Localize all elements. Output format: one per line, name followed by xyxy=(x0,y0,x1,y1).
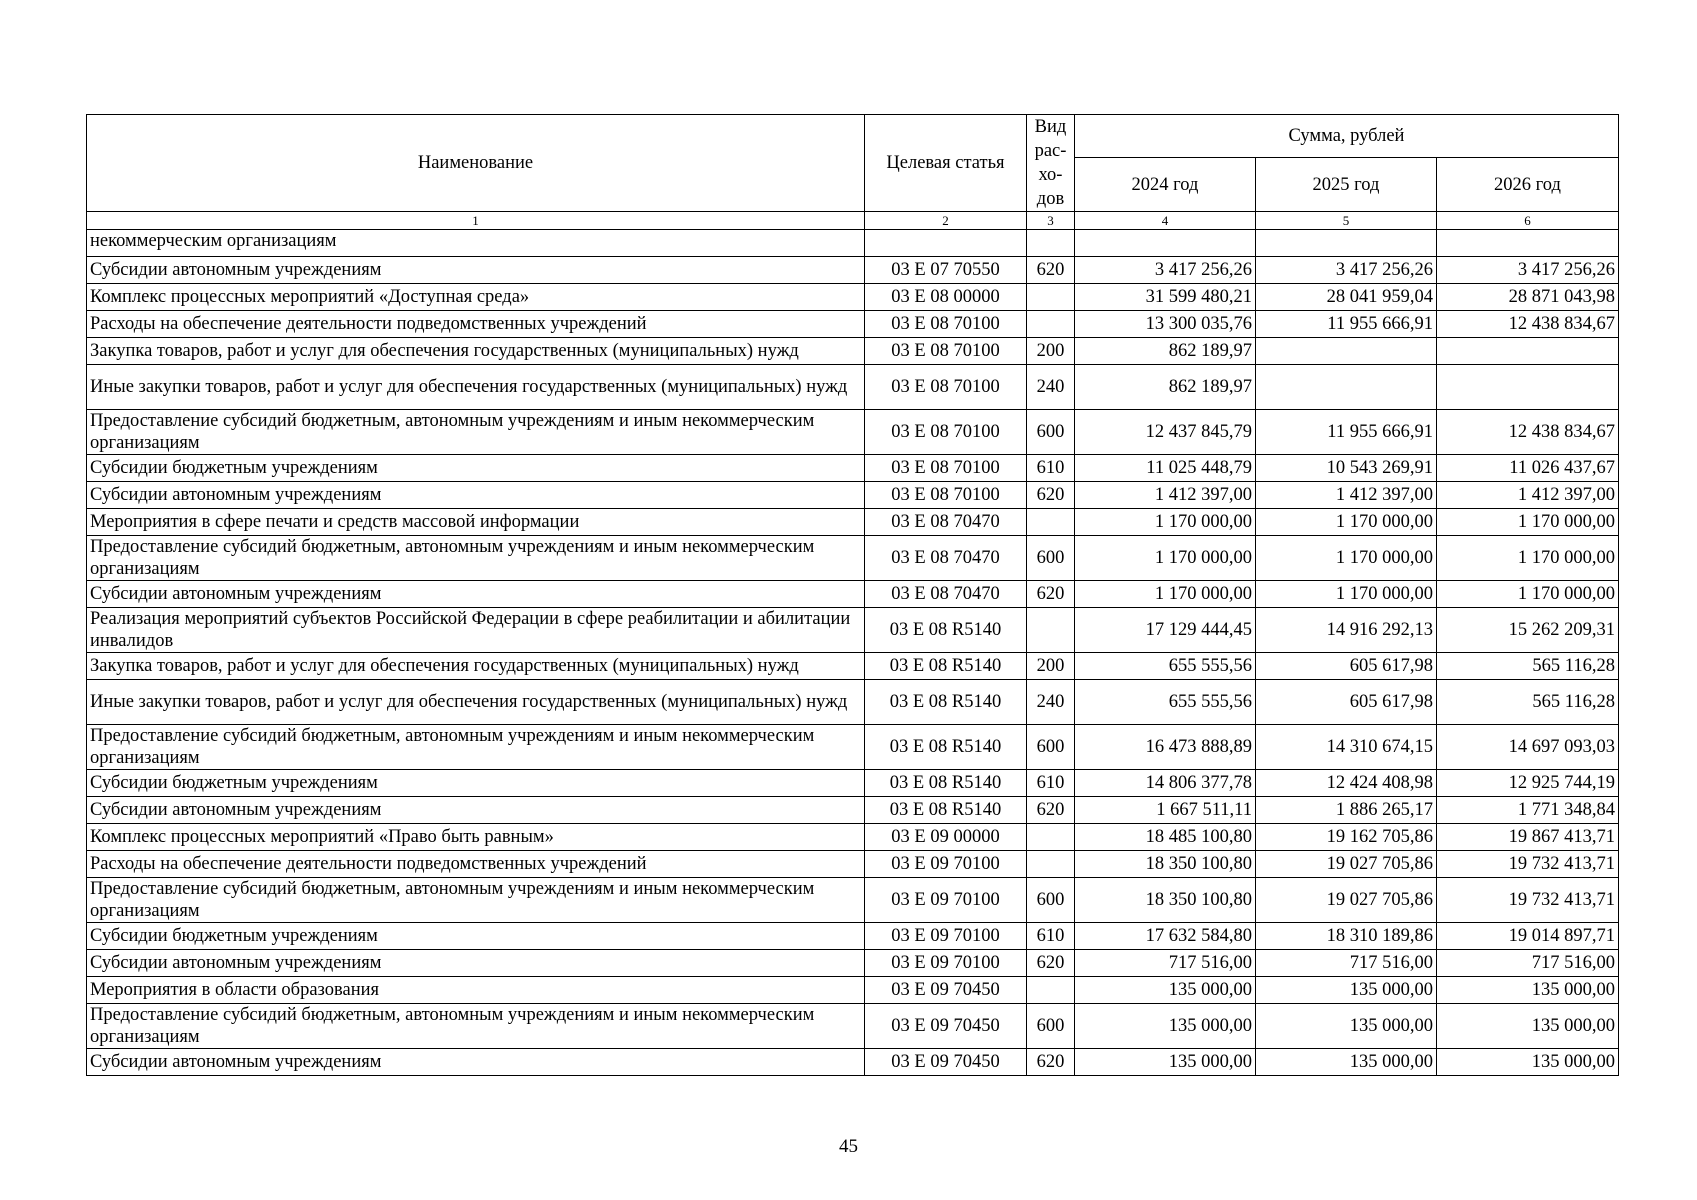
header-name: Наименование xyxy=(87,115,865,212)
row-amount-2025: 1 170 000,00 xyxy=(1256,581,1437,608)
row-target-code: 03 Е 08 R5140 xyxy=(865,725,1027,770)
row-target-code: 03 Е 07 70550 xyxy=(865,257,1027,284)
row-name: Предоставление субсидий бюджетным, автономным учреждениям и иным некоммерческим организациям xyxy=(87,536,865,581)
row-amount-2026: 135 000,00 xyxy=(1437,1049,1619,1076)
row-amount-2026: 15 262 209,31 xyxy=(1437,608,1619,653)
row-amount-2025: 3 417 256,26 xyxy=(1256,257,1437,284)
row-amount-2024: 655 555,56 xyxy=(1075,680,1256,725)
row-amount-2024: 18 485 100,80 xyxy=(1075,824,1256,851)
row-expense-type: 600 xyxy=(1027,1004,1075,1049)
table-row xyxy=(87,1004,1619,1049)
row-amount-2024: 655 555,56 xyxy=(1075,653,1256,680)
row-amount-2026: 1 170 000,00 xyxy=(1437,509,1619,536)
row-amount-2024: 14 806 377,78 xyxy=(1075,770,1256,797)
table-row xyxy=(87,509,1619,536)
table-row xyxy=(87,365,1619,410)
row-name: Комплекс процессных мероприятий «Право быть равным» xyxy=(87,824,865,851)
row-expense-type: 610 xyxy=(1027,455,1075,482)
row-amount-2024: 18 350 100,80 xyxy=(1075,851,1256,878)
table-row xyxy=(87,653,1619,680)
row-amount-2025: 19 027 705,86 xyxy=(1256,851,1437,878)
row-target-code: 03 Е 08 70470 xyxy=(865,581,1027,608)
row-amount-2025: 19 162 705,86 xyxy=(1256,824,1437,851)
table-header xyxy=(87,115,1619,230)
row-target-code: 03 Е 08 R5140 xyxy=(865,608,1027,653)
row-amount-2024: 11 025 448,79 xyxy=(1075,455,1256,482)
row-target-code: 03 Е 09 70100 xyxy=(865,878,1027,923)
row-amount-2026: 19 867 413,71 xyxy=(1437,824,1619,851)
row-amount-2026: 1 412 397,00 xyxy=(1437,482,1619,509)
row-expense-type xyxy=(1027,284,1075,311)
row-amount-2024: 12 437 845,79 xyxy=(1075,410,1256,455)
row-expense-type: 240 xyxy=(1027,680,1075,725)
row-target-code xyxy=(865,230,1027,257)
row-target-code: 03 Е 08 70470 xyxy=(865,509,1027,536)
table-row xyxy=(87,770,1619,797)
row-name: Предоставление субсидий бюджетным, автономным учреждениям и иным некоммерческим организациям xyxy=(87,410,865,455)
row-expense-type xyxy=(1027,230,1075,257)
row-amount-2025: 1 886 265,17 xyxy=(1256,797,1437,824)
row-target-code: 03 Е 09 70450 xyxy=(865,1004,1027,1049)
row-amount-2025: 1 412 397,00 xyxy=(1256,482,1437,509)
table-row xyxy=(87,311,1619,338)
row-target-code: 03 Е 08 70100 xyxy=(865,311,1027,338)
row-target-code: 03 Е 08 70100 xyxy=(865,482,1027,509)
row-name: Расходы на обеспечение деятельности подведомственных учреждений xyxy=(87,311,865,338)
row-amount-2024: 862 189,97 xyxy=(1075,365,1256,410)
header-vid xyxy=(1027,115,1075,212)
row-name: Предоставление субсидий бюджетным, автономным учреждениям и иным некоммерческим организациям xyxy=(87,1004,865,1049)
row-amount-2026: 19 014 897,71 xyxy=(1437,923,1619,950)
row-name: Субсидии бюджетным учреждениям xyxy=(87,923,865,950)
row-expense-type xyxy=(1027,824,1075,851)
row-amount-2025: 717 516,00 xyxy=(1256,950,1437,977)
row-amount-2026: 12 438 834,67 xyxy=(1437,410,1619,455)
row-target-code: 03 Е 08 70100 xyxy=(865,338,1027,365)
table-row xyxy=(87,923,1619,950)
row-amount-2024: 1 170 000,00 xyxy=(1075,581,1256,608)
row-name: Субсидии автономным учреждениям xyxy=(87,797,865,824)
row-amount-2026: 135 000,00 xyxy=(1437,1004,1619,1049)
row-name: Комплекс процессных мероприятий «Доступная среда» xyxy=(87,284,865,311)
row-amount-2025: 605 617,98 xyxy=(1256,680,1437,725)
row-target-code: 03 Е 09 70100 xyxy=(865,950,1027,977)
row-amount-2026: 565 116,28 xyxy=(1437,653,1619,680)
row-amount-2024: 13 300 035,76 xyxy=(1075,311,1256,338)
row-expense-type: 620 xyxy=(1027,1049,1075,1076)
table-row xyxy=(87,1049,1619,1076)
column-number: 4 xyxy=(1075,212,1256,230)
header-vid-line: дов xyxy=(1036,189,1065,209)
row-expense-type: 610 xyxy=(1027,923,1075,950)
row-amount-2024: 135 000,00 xyxy=(1075,1049,1256,1076)
row-name: Закупка товаров, работ и услуг для обеспечения государственных (муниципальных) нужд xyxy=(87,653,865,680)
row-expense-type: 600 xyxy=(1027,410,1075,455)
header-sum: Сумма, рублей xyxy=(1075,115,1619,158)
row-amount-2025: 28 041 959,04 xyxy=(1256,284,1437,311)
table-row xyxy=(87,536,1619,581)
table-row xyxy=(87,257,1619,284)
row-amount-2026 xyxy=(1437,365,1619,410)
row-expense-type: 620 xyxy=(1027,257,1075,284)
column-number: 1 xyxy=(87,212,865,230)
row-amount-2026: 12 925 744,19 xyxy=(1437,770,1619,797)
header-year-2026: 2026 год xyxy=(1437,158,1619,212)
row-amount-2026: 19 732 413,71 xyxy=(1437,851,1619,878)
row-expense-type: 200 xyxy=(1027,653,1075,680)
row-amount-2025: 1 170 000,00 xyxy=(1256,536,1437,581)
row-target-code: 03 Е 08 R5140 xyxy=(865,797,1027,824)
row-target-code: 03 Е 08 70100 xyxy=(865,410,1027,455)
header-target: Целевая статья xyxy=(865,115,1027,212)
row-name: Субсидии автономным учреждениям xyxy=(87,581,865,608)
row-name: Субсидии автономным учреждениям xyxy=(87,482,865,509)
row-target-code: 03 Е 09 00000 xyxy=(865,824,1027,851)
table-row xyxy=(87,338,1619,365)
row-expense-type xyxy=(1027,509,1075,536)
row-amount-2025: 135 000,00 xyxy=(1256,1004,1437,1049)
row-expense-type xyxy=(1027,311,1075,338)
row-amount-2025 xyxy=(1256,338,1437,365)
row-target-code: 03 Е 09 70100 xyxy=(865,923,1027,950)
row-name: некоммерческим организациям xyxy=(87,230,865,257)
header-year-2024: 2024 год xyxy=(1075,158,1256,212)
table-row xyxy=(87,581,1619,608)
row-amount-2024: 135 000,00 xyxy=(1075,1004,1256,1049)
row-name: Субсидии автономным учреждениям xyxy=(87,1049,865,1076)
row-amount-2026: 19 732 413,71 xyxy=(1437,878,1619,923)
row-amount-2026: 1 170 000,00 xyxy=(1437,536,1619,581)
row-amount-2026: 717 516,00 xyxy=(1437,950,1619,977)
table-row xyxy=(87,725,1619,770)
row-expense-type: 620 xyxy=(1027,950,1075,977)
row-amount-2024: 17 632 584,80 xyxy=(1075,923,1256,950)
row-expense-type xyxy=(1027,851,1075,878)
table-row xyxy=(87,608,1619,653)
row-name: Иные закупки товаров, работ и услуг для обеспечения государственных (муниципальных) нужд xyxy=(87,365,865,410)
row-amount-2026 xyxy=(1437,338,1619,365)
row-target-code: 03 Е 08 70100 xyxy=(865,455,1027,482)
table-row xyxy=(87,455,1619,482)
row-expense-type: 600 xyxy=(1027,878,1075,923)
row-amount-2024: 1 170 000,00 xyxy=(1075,536,1256,581)
row-amount-2024: 17 129 444,45 xyxy=(1075,608,1256,653)
row-amount-2024: 862 189,97 xyxy=(1075,338,1256,365)
column-number-row xyxy=(87,212,1619,230)
row-expense-type: 600 xyxy=(1027,536,1075,581)
row-amount-2024 xyxy=(1075,230,1256,257)
table-row xyxy=(87,797,1619,824)
row-name: Расходы на обеспечение деятельности подведомственных учреждений xyxy=(87,851,865,878)
row-name: Субсидии бюджетным учреждениям xyxy=(87,770,865,797)
row-amount-2026: 135 000,00 xyxy=(1437,977,1619,1004)
table-row xyxy=(87,482,1619,509)
table-row xyxy=(87,284,1619,311)
row-name: Субсидии бюджетным учреждениям xyxy=(87,455,865,482)
row-amount-2024: 31 599 480,21 xyxy=(1075,284,1256,311)
row-amount-2024: 135 000,00 xyxy=(1075,977,1256,1004)
header-vid-line: хо- xyxy=(1038,165,1063,185)
row-amount-2025: 14 916 292,13 xyxy=(1256,608,1437,653)
row-expense-type: 620 xyxy=(1027,581,1075,608)
column-number: 5 xyxy=(1256,212,1437,230)
row-target-code: 03 Е 08 00000 xyxy=(865,284,1027,311)
row-amount-2026: 12 438 834,67 xyxy=(1437,311,1619,338)
row-target-code: 03 Е 09 70100 xyxy=(865,851,1027,878)
row-expense-type xyxy=(1027,608,1075,653)
row-target-code: 03 Е 08 R5140 xyxy=(865,653,1027,680)
row-amount-2025: 14 310 674,15 xyxy=(1256,725,1437,770)
row-amount-2024: 717 516,00 xyxy=(1075,950,1256,977)
row-target-code: 03 Е 08 70100 xyxy=(865,365,1027,410)
row-amount-2025: 605 617,98 xyxy=(1256,653,1437,680)
table-row xyxy=(87,824,1619,851)
budget-table xyxy=(86,114,1619,1076)
row-name: Реализация мероприятий субъектов Российской Федерации в сфере реабилитации и абилитации инвалидов xyxy=(87,608,865,653)
row-expense-type: 200 xyxy=(1027,338,1075,365)
column-number: 6 xyxy=(1437,212,1619,230)
table-row xyxy=(87,878,1619,923)
column-number: 3 xyxy=(1027,212,1075,230)
row-amount-2025: 135 000,00 xyxy=(1256,1049,1437,1076)
row-expense-type: 240 xyxy=(1027,365,1075,410)
table-row xyxy=(87,680,1619,725)
row-amount-2026: 1 170 000,00 xyxy=(1437,581,1619,608)
row-amount-2024: 18 350 100,80 xyxy=(1075,878,1256,923)
table-row xyxy=(87,977,1619,1004)
row-expense-type: 620 xyxy=(1027,797,1075,824)
header-vid-line: Вид xyxy=(1034,117,1067,137)
row-amount-2024: 1 667 511,11 xyxy=(1075,797,1256,824)
row-name: Закупка товаров, работ и услуг для обеспечения государственных (муниципальных) нужд xyxy=(87,338,865,365)
row-amount-2026: 3 417 256,26 xyxy=(1437,257,1619,284)
header-vid-line: рас- xyxy=(1034,141,1067,161)
table-row xyxy=(87,950,1619,977)
row-amount-2026: 565 116,28 xyxy=(1437,680,1619,725)
row-target-code: 03 Е 08 70470 xyxy=(865,536,1027,581)
row-amount-2025: 10 543 269,91 xyxy=(1256,455,1437,482)
row-amount-2026: 11 026 437,67 xyxy=(1437,455,1619,482)
row-name: Предоставление субсидий бюджетным, автономным учреждениям и иным некоммерческим организациям xyxy=(87,725,865,770)
row-name: Субсидии автономным учреждениям xyxy=(87,257,865,284)
row-amount-2025: 1 170 000,00 xyxy=(1256,509,1437,536)
row-amount-2025: 12 424 408,98 xyxy=(1256,770,1437,797)
row-target-code: 03 Е 08 R5140 xyxy=(865,770,1027,797)
row-amount-2025: 18 310 189,86 xyxy=(1256,923,1437,950)
row-amount-2024: 1 412 397,00 xyxy=(1075,482,1256,509)
row-amount-2024: 3 417 256,26 xyxy=(1075,257,1256,284)
row-amount-2026: 1 771 348,84 xyxy=(1437,797,1619,824)
row-amount-2026: 28 871 043,98 xyxy=(1437,284,1619,311)
row-target-code: 03 Е 09 70450 xyxy=(865,1049,1027,1076)
row-amount-2025: 19 027 705,86 xyxy=(1256,878,1437,923)
row-name: Предоставление субсидий бюджетным, автономным учреждениям и иным некоммерческим организациям xyxy=(87,878,865,923)
row-name: Мероприятия в области образования xyxy=(87,977,865,1004)
table-row xyxy=(87,851,1619,878)
row-amount-2025 xyxy=(1256,365,1437,410)
table-row xyxy=(87,230,1619,257)
row-target-code: 03 Е 08 R5140 xyxy=(865,680,1027,725)
row-amount-2025: 135 000,00 xyxy=(1256,977,1437,1004)
column-number: 2 xyxy=(865,212,1027,230)
row-amount-2024: 16 473 888,89 xyxy=(1075,725,1256,770)
header-year-2025: 2025 год xyxy=(1256,158,1437,212)
row-amount-2026 xyxy=(1437,230,1619,257)
row-target-code: 03 Е 09 70450 xyxy=(865,977,1027,1004)
row-expense-type: 610 xyxy=(1027,770,1075,797)
row-name: Субсидии автономным учреждениям xyxy=(87,950,865,977)
row-amount-2025: 11 955 666,91 xyxy=(1256,410,1437,455)
row-expense-type xyxy=(1027,977,1075,1004)
row-amount-2025 xyxy=(1256,230,1437,257)
row-amount-2024: 1 170 000,00 xyxy=(1075,509,1256,536)
table-body xyxy=(87,230,1619,1076)
row-amount-2025: 11 955 666,91 xyxy=(1256,311,1437,338)
row-name: Мероприятия в сфере печати и средств массовой информации xyxy=(87,509,865,536)
row-expense-type: 600 xyxy=(1027,725,1075,770)
page-number: 45 xyxy=(839,1136,858,1157)
table-row xyxy=(87,410,1619,455)
row-expense-type: 620 xyxy=(1027,482,1075,509)
row-amount-2026: 14 697 093,03 xyxy=(1437,725,1619,770)
row-name: Иные закупки товаров, работ и услуг для обеспечения государственных (муниципальных) нужд xyxy=(87,680,865,725)
